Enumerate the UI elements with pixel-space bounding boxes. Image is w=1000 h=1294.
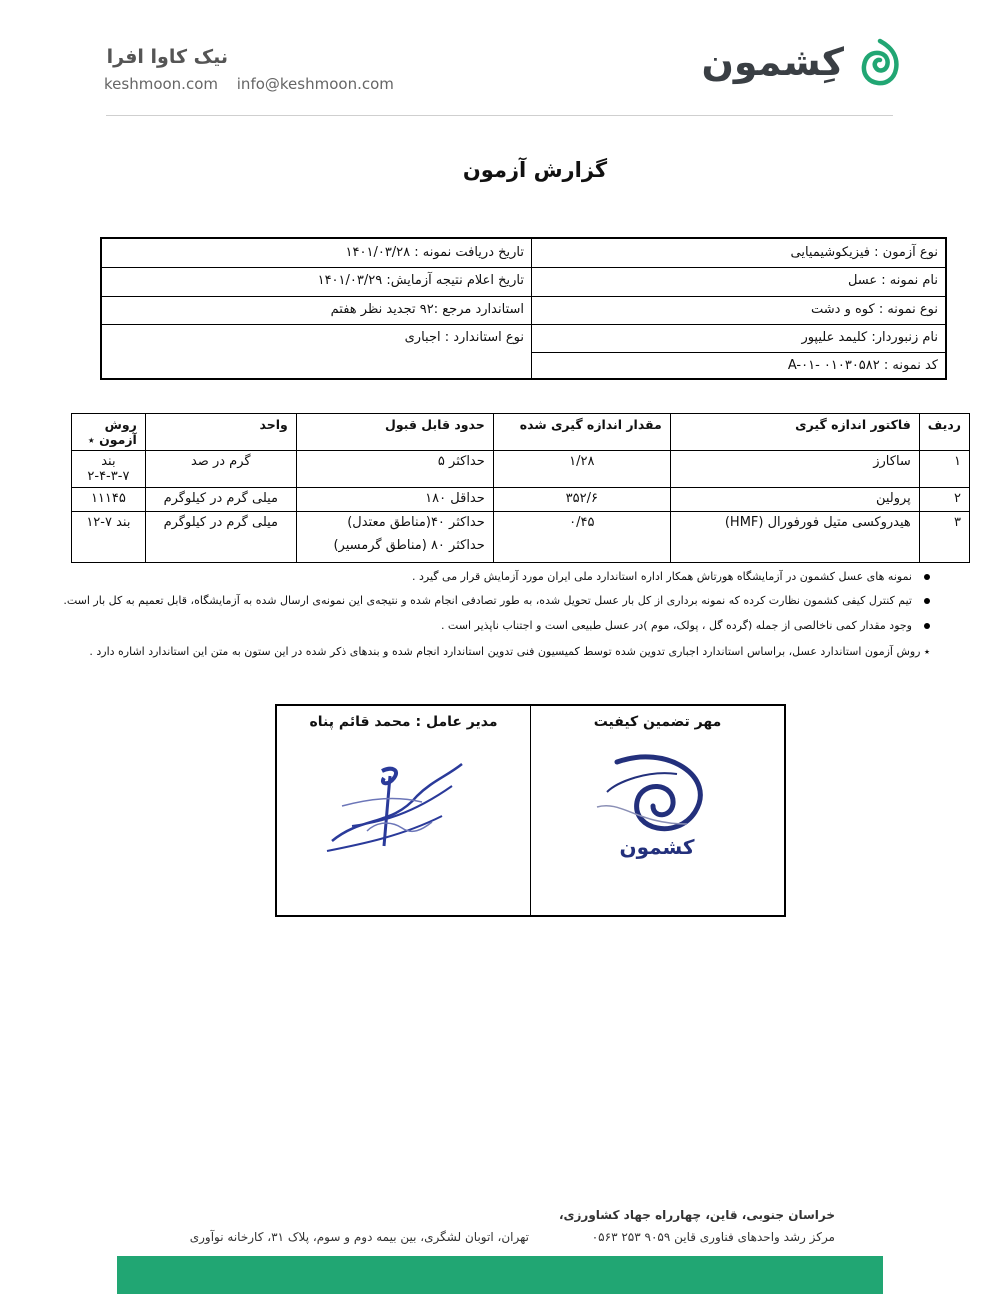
reference-standard: استاندارد مرجع :۹۲ تجدید نظر هفتم	[330, 302, 524, 317]
row-measured: ۳۵۲/۶	[493, 488, 670, 512]
standard-type: نوع استاندارد : اجباری	[404, 330, 524, 345]
signature-box	[275, 704, 786, 917]
row-method: ۱۱۱۴۵	[72, 488, 146, 512]
quality-stamp-title: مهر تضمین کیفیت	[593, 714, 722, 730]
quality-stamp-icon	[577, 752, 737, 862]
receive-date: تاریخ دریافت نمونه : ۱۴۰۱/۰۳/۲۸	[345, 245, 524, 260]
row-factor: ساکارز	[670, 451, 919, 488]
col-index: ردیف	[919, 414, 969, 451]
row-method: بند ۷-۳-۴-۲	[72, 451, 146, 488]
results-table	[71, 413, 970, 563]
beekeeper-name: نام زنبوردار: کلیمد علیپور	[801, 330, 938, 345]
test-type: نوع آزمون : فیزیکوشیمیایی	[790, 245, 938, 260]
table-row	[72, 512, 970, 563]
col-factor: فاکتور اندازه گیری	[670, 414, 919, 451]
col-method: روش آزمون ٭	[72, 414, 146, 451]
col-measured: مقدار اندازه گیری شده	[493, 414, 670, 451]
row-limit: حداقل ۱۸۰	[296, 488, 493, 512]
note-item: نمونه های عسل کشمون در آزمایشگاه هورتاش همکار اداره استاندارد ملی ایران مورد آزمایش قرار می گیرد .	[60, 570, 930, 583]
sample-kind: نوع نمونه : کوه و دشت	[810, 302, 938, 317]
signature-icon	[322, 756, 482, 866]
col-unit: واحد	[145, 414, 296, 451]
row-unit: میلی گرم در کیلوگرم	[145, 488, 296, 512]
row-unit: میلی گرم در کیلوگرم	[145, 512, 296, 563]
report-title: گزارش آزمون	[462, 158, 608, 182]
contact-line	[104, 75, 408, 93]
row-measured: ۰/۴۵	[493, 512, 670, 563]
note-item: تیم کنترل کیفی کشمون نظارت کرده که نمونه برداری از کل بار عسل تحویل شده، به طور تصادفی انجام شده و نتیجه‌ی این نمونه‌ی ارسال شده به آزمایشگاه، قابل تعمیم به کل بار است.	[60, 594, 930, 607]
row-factor: هیدروکسی متیل فورفورال (HMF)	[670, 512, 919, 563]
bullet-icon	[924, 598, 930, 604]
table-row	[72, 451, 970, 488]
footer-address-line2: مرکز رشد واحدهای فناوری قاین ۹۰۵۹ ۲۵۳ ۰۵۶۳	[591, 1230, 835, 1244]
row-index: ۲	[919, 488, 969, 512]
sample-code: کد نمونه : A-۰۱- ۰۱۰۳۰۵۸۲	[787, 358, 938, 373]
footer-address-line1: خراسان جنوبی، قاین، چهارراه جهاد کشاورزی،	[558, 1208, 835, 1222]
row-method: بند ۷-۱۲	[72, 512, 146, 563]
sample-name: نام نمونه : عسل	[847, 273, 938, 288]
footer-band	[117, 1256, 883, 1294]
header-divider	[106, 115, 893, 116]
bullet-icon	[924, 623, 930, 629]
note-item: وجود مقدار کمی ناخالصی از جمله (گرده گل ، پولک، موم )در عسل طبیعی است و اجتناب ناپذیر است .	[60, 619, 930, 632]
manager-title: مدیر عامل : محمد قائم پناه	[309, 714, 498, 730]
table-row	[72, 488, 970, 512]
footer-tehran-address: تهران، اتوبان لشگری، بین بیمه دوم و سوم، پلاک ۳۱، کارخانه نوآوری	[189, 1230, 529, 1244]
company-name: نیک کاوا افرا	[106, 46, 228, 68]
row-limit: حداکثر ۵	[296, 451, 493, 488]
sample-info-table	[100, 237, 947, 380]
svg-text:کشمون: کشمون	[619, 835, 695, 859]
brand-name: کِشمون	[701, 40, 844, 84]
row-measured: ۱/۲۸	[493, 451, 670, 488]
swirl-logo-icon	[860, 38, 900, 86]
col-limit: حدود قابل قبول	[296, 414, 493, 451]
bullet-icon	[924, 574, 930, 580]
row-limit-line1: حداکثر ۴۰(مناطق معتدل)	[347, 515, 485, 530]
footnote: ٭ روش آزمون استاندارد عسل، براساس استاندارد اجباری تدوین شده توسط کمیسیون فنی تدوین استاندارد انجام شده و بندهای ذکر شده در این ستون به متن این استاندارد اشاره دارد .	[89, 645, 930, 658]
row-index: ۳	[919, 512, 969, 563]
row-limit-line2: حداکثر ۸۰ (مناطق گرمسیر)	[333, 538, 485, 553]
website-link[interactable]: keshmoon.com	[104, 75, 218, 93]
row-index: ۱	[919, 451, 969, 488]
row-factor: پرولین	[670, 488, 919, 512]
result-date: تاریخ اعلام نتیجه آزمایش: ۱۴۰۱/۰۳/۲۹	[317, 273, 524, 288]
row-unit: گرم در صد	[145, 451, 296, 488]
email-link[interactable]: info@keshmoon.com	[236, 75, 394, 93]
row-limit	[296, 512, 493, 563]
table-header-row	[72, 414, 970, 451]
